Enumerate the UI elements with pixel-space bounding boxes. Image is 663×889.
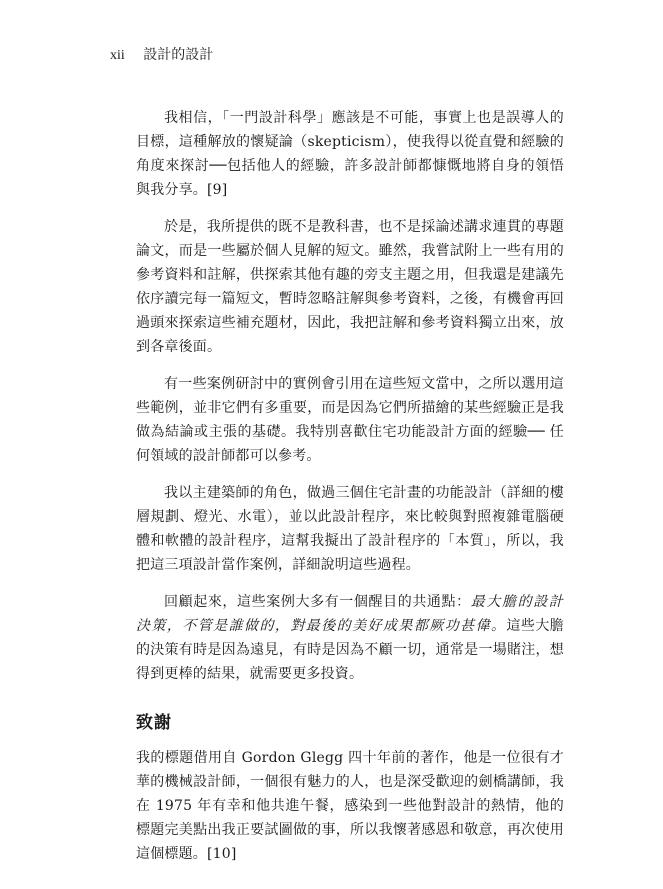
paragraph-skepticism: 我相信，「一門設計科學」應該是不可能，事實上也是誤導人的目標，這種解放的懷疑論（skepticism），使我得以從直覺和經驗的角度來探討──包括他人的經驗，許多設計師都慷慨地將自身的領悟與我分享。[9]	[136, 110, 564, 198]
paragraph-bold-decisions	[136, 590, 564, 686]
running-head	[110, 46, 213, 65]
acknowledgments-paragraph: 我的標題借用自 Gordon Glegg 四十年前的著作，他是一位很有才華的機械設計師，一個很有魅力的人，也是深受歡迎的劍橋講師，我在 1975 年有幸和他共進午餐，感染到一些他對設計的熱情，他的標題完美點出我正要試圖做的事，所以我懷著感恩和敬意，再次使用這個標題。[10]	[136, 750, 564, 862]
paragraph-essays: 於是，我所提供的既不是教科書，也不是採論述講求連貫的專題論文，而是一些屬於個人見解的短文。雖然，我嘗試附上一些有用的參考資料和註解，供探索其他有趣的旁支主題之用，但我還是建議先依序讀完每一篇短文，暫時忽略註解與參考資料，之後，有機會再回過頭來探索這些補充題材，因此，我把註解和參考資料獨立出來，放到各章後面。	[136, 219, 564, 355]
bold-decisions-tail: 這些大膽的決策有時是因為遠見，有時是因為不顧一切，通常是一場賭注，想得到更棒的結果，就需要更多投資。	[136, 618, 564, 682]
running-head-title: 設計的設計	[143, 47, 214, 63]
paragraph-house-design: 我以主建築師的角色，做過三個住宅計畫的功能設計（詳細的樓層規劃、燈光、水電），並以此設計程序，來比較與對照複雜電腦硬體和軟體的設計程序，這幫我擬出了設計程序的「本質」，所以，我把這三項設計當作案例，詳細說明這些過程。	[136, 485, 564, 573]
bold-decisions-quote: 最大膽的設計決策，不管是誰做的，對最後的美好成果都厥功甚偉。	[136, 594, 565, 634]
acknowledgments-heading: 致謝	[136, 713, 172, 733]
page-number: xii	[110, 48, 125, 63]
bold-decisions-lead: 回顧起來，這些案例大多有一個醒目的共通點：	[164, 594, 471, 610]
body-text	[136, 106, 564, 879]
paragraph-case-studies: 有一些案例研討中的實例會引用在這些短文當中，之所以選用這些範例，並非它們有多重要，而是因為它們所描繪的某些經驗正是我做為結論或主張的基礎。我特別喜歡住宅功能設計方面的經驗── 任何領域的設計師都可以參考。	[136, 376, 564, 464]
